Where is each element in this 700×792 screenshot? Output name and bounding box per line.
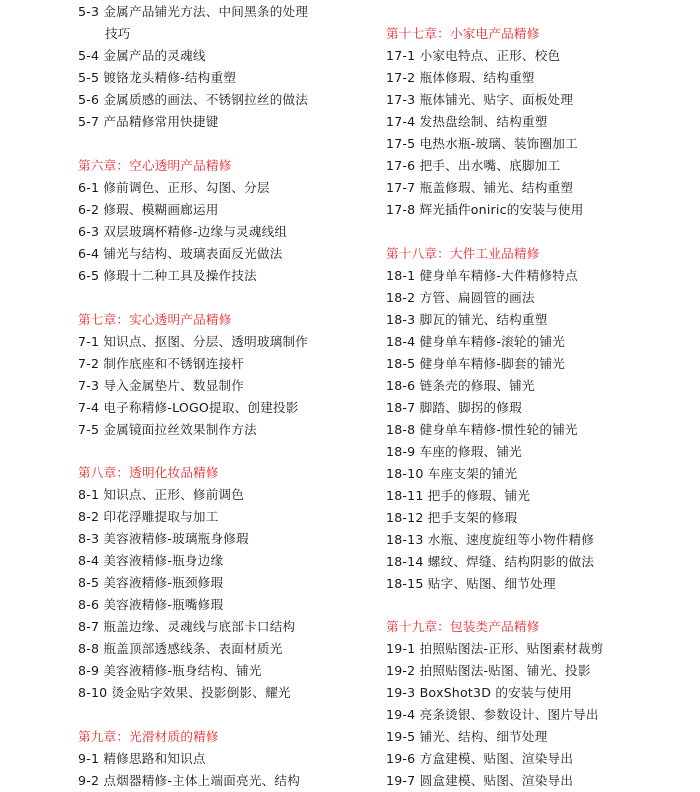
toc-item: 18-8 健身单车精修-惯性轮的铺光 bbox=[386, 421, 578, 437]
chapter-heading: 第八章：透明化妆品精修 bbox=[78, 465, 219, 481]
toc-item: 18-7 脚踏、脚拐的修瑕 bbox=[386, 399, 522, 415]
toc-column-right bbox=[386, 1, 696, 792]
toc-item: 8-7 瓶盖边缘、灵魂线与底部卡口结构 bbox=[78, 619, 296, 635]
chapter-heading: 第十九章：包装类产品精修 bbox=[386, 619, 540, 635]
toc-item: 17-1 小家电特点、正形、校色 bbox=[386, 47, 561, 63]
toc-item: 18-6 链条壳的修瑕、铺光 bbox=[386, 377, 535, 393]
toc-item: 18-14 螺纹、焊缝、结构阴影的做法 bbox=[386, 553, 595, 569]
toc-item: 19-5 铺光、结构、细节处理 bbox=[386, 729, 548, 745]
toc-item: 8-2 印花浮雕提取与加工 bbox=[78, 509, 219, 525]
toc-item: 17-2 瓶体修瑕、结构重塑 bbox=[386, 69, 535, 85]
toc-item: 6-5 修瑕十二种工具及操作技法 bbox=[78, 267, 257, 283]
toc-item: 17-6 把手、出水嘴、底脚加工 bbox=[386, 157, 561, 173]
toc-item: 7-1 知识点、抠图、分层、透明玻璃制作 bbox=[78, 333, 309, 349]
toc-item: 19-3 BoxShot3D 的安装与使用 bbox=[386, 685, 573, 701]
section-spacer bbox=[78, 287, 378, 309]
toc-item: 6-4 铺光与结构、玻璃表面反光做法 bbox=[78, 245, 283, 261]
toc-item: 19-7 圆盒建模、贴图、渲染导出 bbox=[386, 773, 574, 789]
toc-item: 8-3 美容液精修-玻璃瓶身修瑕 bbox=[78, 531, 249, 547]
toc-item: 17-8 辉光插件oniric的安装与使用 bbox=[386, 201, 584, 217]
toc-item: 5-4 金属产品的灵魂线 bbox=[78, 48, 206, 63]
section-spacer bbox=[386, 1, 696, 23]
toc-item: 7-5 金属镜面拉丝效果制作方法 bbox=[78, 421, 257, 437]
toc-item: 6-2 修瑕、模糊画廊运用 bbox=[78, 201, 219, 217]
toc-item: 18-9 车座的修瑕、铺光 bbox=[386, 443, 522, 459]
chapter-heading: 第六章：空心透明产品精修 bbox=[78, 157, 232, 173]
toc-item: 19-2 拍照贴图法-贴图、铺光、投影 bbox=[386, 663, 591, 679]
chapter-heading: 第十八章：大件工业品精修 bbox=[386, 245, 540, 261]
toc-item: 8-10 烫金贴字效果、投影倒影、耀光 bbox=[78, 685, 291, 701]
toc-item: 17-3 瓶体铺光、贴字、面板处理 bbox=[386, 91, 574, 107]
toc-item: 6-1 修前调色、正形、勾图、分层 bbox=[78, 179, 270, 195]
toc-item: 7-2 制作底座和不锈钢连接杆 bbox=[78, 355, 245, 371]
toc-item: 6-3 双层玻璃杯精修-边缘与灵魂线组 bbox=[78, 223, 288, 239]
toc-item: 19-1 拍照贴图法-正形、贴图素材裁剪 bbox=[386, 641, 604, 657]
toc-item: 5-7 产品精修常用快捷键 bbox=[78, 114, 219, 129]
toc-item: 19-6 方盒建模、贴图、渲染导出 bbox=[386, 751, 574, 767]
section-spacer bbox=[78, 133, 378, 155]
toc-item: 9-1 精修思路和知识点 bbox=[78, 751, 206, 767]
toc-item: 5-3 金属产品铺光方法、中间黑条的处理 bbox=[78, 4, 309, 19]
toc-item: 18-15 贴字、贴图、细节处理 bbox=[386, 575, 556, 591]
toc-item: 5-5 镀铬龙头精修-结构重塑 bbox=[78, 70, 237, 85]
toc-item: 8-9 美容液精修-瓶身结构、铺光 bbox=[78, 663, 262, 679]
toc-item: 9-2 点烟器精修-主体上端面亮光、结构 bbox=[78, 773, 301, 789]
toc-item: 18-13 水瓶、速度旋纽等小物件精修 bbox=[386, 531, 595, 547]
toc-item: 17-4 发热盘绘制、结构重塑 bbox=[386, 113, 548, 129]
toc-item: 18-1 健身单车精修-大件精修特点 bbox=[386, 267, 578, 283]
chapter-heading: 第七章：实心透明产品精修 bbox=[78, 311, 232, 327]
toc-item: 7-4 电子称精修-LOGO提取、创建投影 bbox=[78, 399, 299, 415]
toc-item: 8-6 美容液精修-瓶嘴修瑕 bbox=[78, 597, 224, 613]
toc-item: 7-3 导入金属垫片、数显制作 bbox=[78, 377, 245, 393]
toc-item: 8-8 瓶盖顶部透感线条、表面材质光 bbox=[78, 641, 283, 657]
toc-item: 8-4 美容液精修-瓶身边缘 bbox=[78, 553, 224, 569]
toc-item: 18-3 脚瓦的铺光、结构重塑 bbox=[386, 311, 548, 327]
toc-item: 8-1 知识点、正形、修前调色 bbox=[78, 487, 245, 503]
toc-item: 17-7 瓶盖修瑕、铺光、结构重塑 bbox=[386, 179, 574, 195]
toc-item: 18-10 车座支架的铺光 bbox=[386, 465, 518, 481]
toc-item: 18-11 把手的修瑕、铺光 bbox=[386, 487, 531, 503]
section-spacer bbox=[386, 595, 696, 617]
chapter-heading: 第十七章：小家电产品精修 bbox=[386, 25, 540, 41]
toc-item-continuation: 技巧 bbox=[105, 26, 131, 41]
section-spacer bbox=[78, 441, 378, 463]
toc-item: 18-5 健身单车精修-脚套的铺光 bbox=[386, 355, 566, 371]
toc-item: 18-12 把手支架的修瑕 bbox=[386, 509, 518, 525]
chapter-heading: 第九章：光滑材质的精修 bbox=[78, 729, 219, 745]
section-spacer bbox=[78, 704, 378, 726]
toc-item: 5-6 金属质感的画法、不锈钢拉丝的做法 bbox=[78, 92, 309, 107]
toc-item: 8-5 美容液精修-瓶颈修瑕 bbox=[78, 575, 224, 591]
section-spacer bbox=[386, 221, 696, 243]
toc-column-left bbox=[78, 1, 378, 792]
toc-item: 18-2 方管、扁圆管的画法 bbox=[386, 289, 535, 305]
toc-item: 17-5 电热水瓶-玻璃、装饰圈加工 bbox=[386, 135, 578, 151]
toc-item: 18-4 健身单车精修-滚轮的铺光 bbox=[386, 333, 566, 349]
toc-item: 19-4 亮条烫银、参数设计、图片导出 bbox=[386, 707, 599, 723]
